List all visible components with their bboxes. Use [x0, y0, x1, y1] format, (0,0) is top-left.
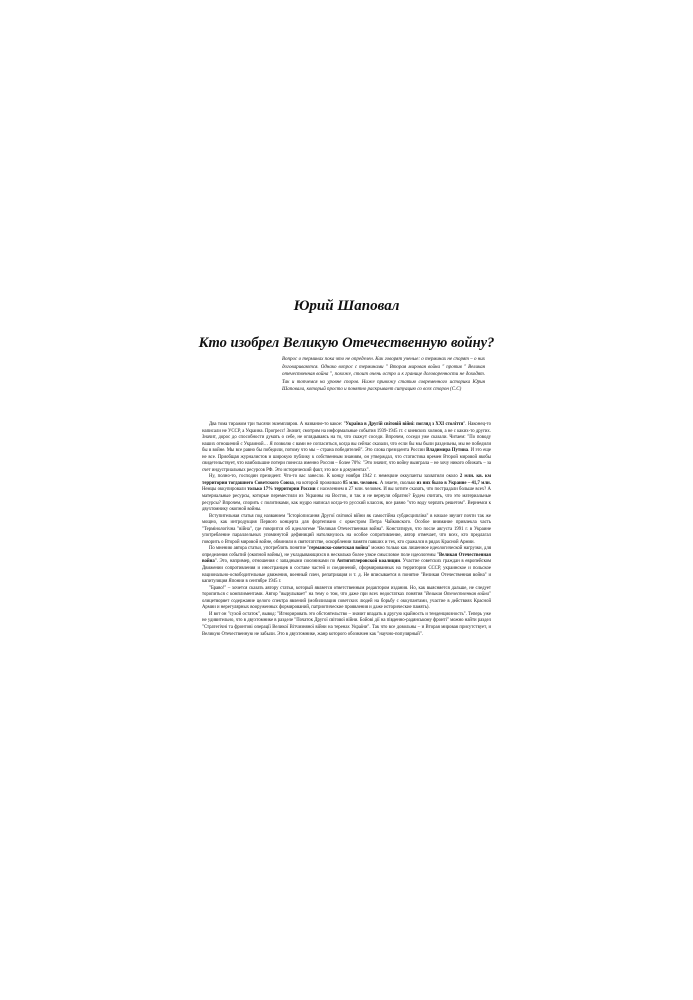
body-paragraph — [202, 586, 491, 612]
bold-text-run: Антигитлеровской коалиции — [336, 559, 400, 565]
text-run: " олицетворяет содержание целого спектра явлений (мобилизация советских людей на борьбу с оккупантами, участие в действиях Красной Армии и нерегулярных вооруженных формирований, патриотические проявления и даже исторические память). — [202, 592, 491, 611]
text-run: Два тома тиражом три тысячи экземпляров. А название-то какое: " — [209, 422, 346, 427]
bold-text-run: Владимира Путина — [426, 448, 469, 454]
article-title: Кто изобрел Великую Отечественную войну? — [198, 335, 495, 351]
text-run: ". Наконец-то написали не УССР, а Украина. Прогресс! Значит, смотрим на информальные события 1939-1945 гг. с киевских холмов, а не с каких-то других. Значит, дорос до способности думать о себе, не оглядываясь на то, что скажут соседи. Впрочем, соседи уже сказали. Читаем: "По поводу наших отношений с Украиной… Я позволю с вами не согласиться, когда вы сейчас сказали, что если бы мы были раздельны, мы не победили бы в войне. Мы все равно бы победили, потому что мы – страна победителей". Это слова президента России — [202, 422, 491, 454]
text-run: И вот он "сухой остаток", вывод: "Игнорировать это обстоятельство – значит впадать в другую крайность и тенденциозность". Теперь уже не удивительно, что в двухтомнике в разделе "Початок Другої світової війни. Бойові дії на південно-радянському фронті" можно найти раздел "Стратегічні та фронтові операції Великої Вітчизняної війни на теренах України". Так что все довольны – и Вторая мировая присутствует, и Великую Отечественную не забыли. Это в двухтомнике, жанр которого обозначен как "научно-популярный". — [202, 611, 491, 637]
bold-text-run: Україна в Другій світовій війні: погляд з XXI століття — [345, 422, 464, 427]
bold-text-run: 2 млн. кв. км территории тогдашнего Советского Союза — [202, 474, 492, 486]
bold-text-run: Великая Отечественная война — [202, 552, 491, 565]
text-run: . Участие советских граждан в европейском Движении сопротивления и иностранцев в составе частей и соединений, сформированных на территории СССР, украинское и польское национально-освободительные движения, военный плен, репатриация и т. д. Не вписывается в понятие "Великая Отечественная война" и капитуляция Японии в сентябре 1945 г. — [202, 559, 491, 585]
article-body — [202, 422, 491, 638]
body-paragraph — [202, 612, 491, 638]
bold-text-run: из них было в Украине – 41,7 млн. — [416, 480, 491, 486]
text-run: с населением в 27 млн. человек. И вы хотите сказать, что пострадали больше всех? А материальные ресурсы, которые переместили из Украины на Восток, и так и не вернули обратно? Будем считать, что это материальные ресурсы? Впрочем, спорить с политиками, как мудро написал когда-то русский классик, все равно "что воду черпать решетом". Вернемся к двухтомнику окопной войны. — [202, 487, 491, 513]
text-run: Вступительная статья под названием "Історіописання Другої світової війни як самостійна субдисципліна" в начале звучит почти так же мощно, как интродукция Первого концерта для фортепиано с оркестром Петра Чайковского. Особое внимание привлекла часть "Термінологічна "війна", где говорится об идеологеме "Великая Отечественная война". Констатируя, что после августа 1991 г. в Украине употребление параллельных упоминутой дефиниций натолкнулось на особое сопротивление, автор отмечает, что всех, кто предлагал говорить о Второй мировой войне, обвинили в святотатстве, оскорблении памяти павших и тех, кто сражался в рядах Красной Армии. — [202, 513, 491, 545]
body-paragraph — [202, 514, 491, 547]
epigraph: Вопрос о терминах пока что не определен. Как говорят ученые: о терминах не спорят – о них договариваются. Однако вопрос с терминами " Вторая мировая война " против " Великая отечественная война ", похоже, стоит очень остро и к границе договоренности не доходят. Так и топчемся на уровне споров. Ниже привожу статью современного историка Юрия Шаповала, который просто и понятно раскрывает ситуацию со всех сторон (С.С) — [282, 357, 485, 393]
body-paragraph — [202, 422, 491, 474]
text-run: , на которой проживало — [293, 480, 344, 486]
bold-text-run: 85 млн. человек — [343, 480, 378, 486]
text-run: . И это еще не все. Приобщая журналистов и широкую публику к собственным знаниям, он утверждал, что статистика времен Второй мировой якобы свидетельствует, что наибольшие потери понесла именно Россия – более 70%: "Это значит, что войну выиграла – не хочу никого обижать – за счет индустриальных ресурсов РФ. Это исторический факт, это все в документах". — [202, 448, 491, 473]
text-run: . А знаете, сколько — [377, 480, 417, 486]
bold-text-run: только 17% территории России — [247, 487, 316, 493]
text-run: "Браво!" – хочется сказать автору статьи, который является ответственным редактором издания. Но, как выясняется дальше, не следует торопиться с комплиментами. Автор "вырулывает" на тему о том, что даже при всех недостатках понятия " — [202, 585, 491, 598]
text-run: " можно только как лишенное идеологической нагрузки, для определения событий (окопной войны), не укладывающихся в несколько более узкое смысловое поле идеологемы " — [202, 546, 492, 558]
text-run: ". Это, например, отношения с западными союзниками по — [214, 559, 337, 565]
text-run: По мнению автора статьи, употреблять понятие " — [209, 546, 310, 552]
body-paragraph — [202, 546, 491, 585]
text-run: Ну, полно-то, господин президент. Что-то вас занесло. К концу ноября 1942 г. немецкие оккупанты захватили около — [209, 474, 460, 480]
italic-text-run: Великая Отечественная война — [426, 592, 490, 598]
text-run: Немцы оккупировали — [202, 487, 248, 493]
body-paragraph — [202, 474, 491, 513]
author-name: Юрий Шаповал — [293, 298, 400, 314]
bold-text-run: германско-советская война — [309, 546, 369, 552]
